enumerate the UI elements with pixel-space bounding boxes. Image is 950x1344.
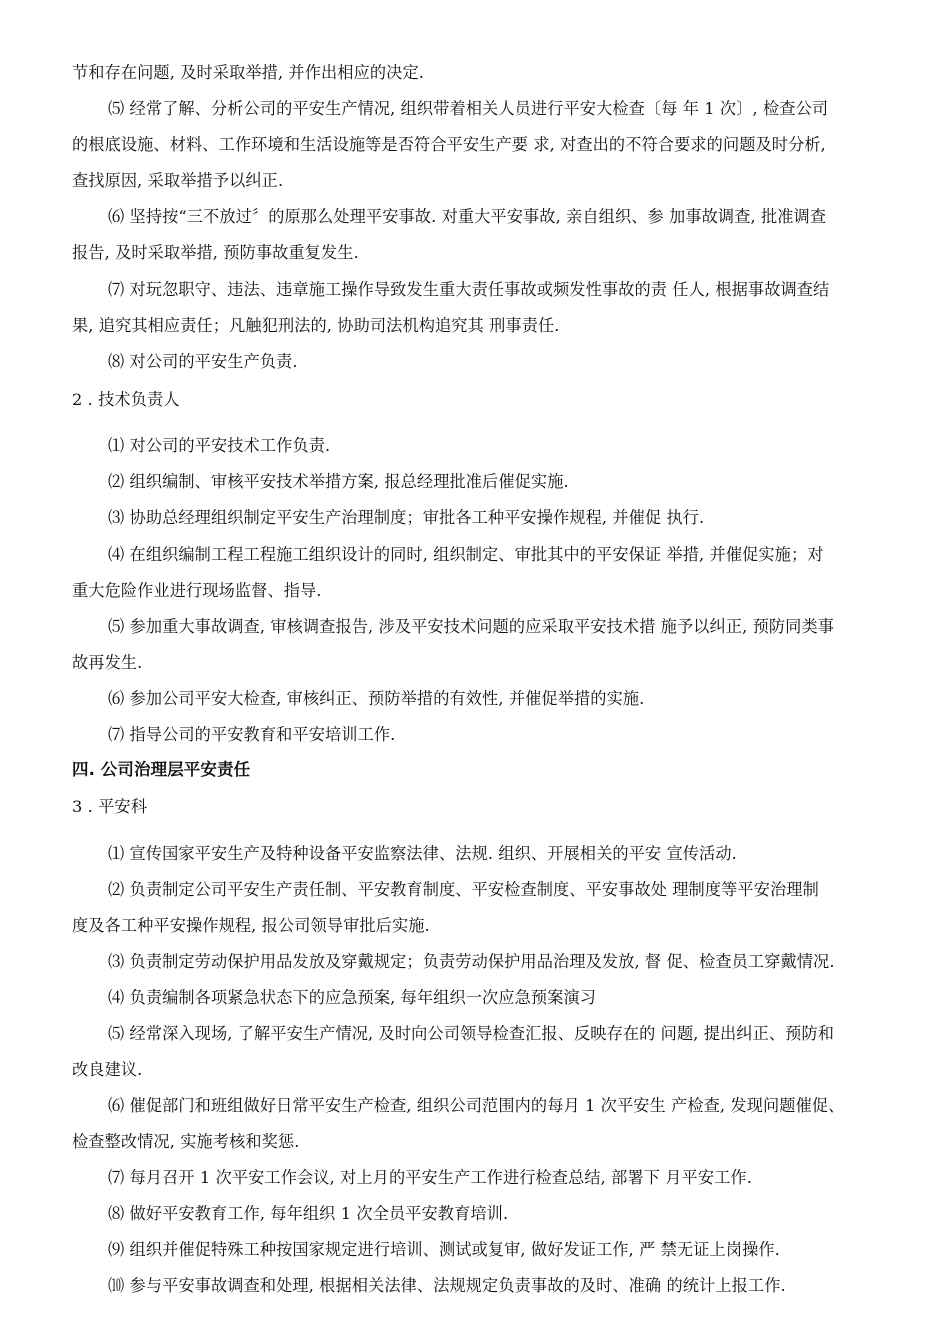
list-item-4: ⑷ 负责编制各项紧急状态下的应急预案, 每年组织一次应急预案演习 [108, 988, 597, 1007]
list-item-2: ⑵ 负责制定公司平安生产责任制、平安教育制度、平安检查制度、平安事故处 理制度等平安治理制 [108, 880, 819, 899]
list-item-1: ⑴ 宣传国家平安生产及特种设备平安监察法律、法规. 组织、开展相关的平安 宣传活动. [108, 844, 737, 863]
list-item-8: ⑻ 对公司的平安生产负责. [108, 352, 298, 371]
list-item-5: ⑸ 经常了解、分析公司的平安生产情况, 组织带着相关人员进行平安大检查〔每 年 1 次〕, 检查公司 [108, 99, 829, 118]
text-line: 改良建议. [72, 1060, 143, 1079]
text-line: 的根底设施、材料、工作环境和生活设施等是否符合平安生产要 求, 对查出的不符合要求的问题及时分析, [72, 135, 826, 154]
text-line: 重大危险作业进行现场监督、指导. [72, 581, 322, 600]
list-item-7: ⑺ 每月召开 1 次平安工作会议, 对上月的平安生产工作进行检查总结, 部署下 月平安工作. [108, 1168, 752, 1187]
text-line: 查找原因, 采取举措予以纠正. [72, 171, 284, 190]
list-item-7: ⑺ 指导公司的平安教育和平安培训工作. [108, 725, 396, 744]
list-item-5: ⑸ 经常深入现场, 了解平安生产情况, 及时向公司领导检查汇报、反映存在的 问题, 提出纠正、预防和 [108, 1024, 835, 1043]
list-item-6: ⑹ 参加公司平安大检查, 审核纠正、预防举措的有效性, 并催促举措的实施. [108, 689, 645, 708]
list-item-6: ⑹ 坚持按“三不放过〞的原那么处理平安事故. 对重大平安事故, 亲自组织、参 加事故调查, 批准调查 [108, 207, 827, 226]
text-line: 节和存在问题, 及时采取举措, 并作出相应的决定. [72, 63, 424, 82]
section-heading-tech-lead: 2 . 技术负责人 [72, 390, 180, 409]
list-item-3: ⑶ 负责制定劳动保护用品发放及穿戴规定；负责劳动保护用品治理及发放, 督 促、检查员工穿戴情况. [108, 952, 835, 971]
list-item-2: ⑵ 组织编制、审核平安技术举措方案, 报总经理批准后催促实施. [108, 472, 569, 491]
list-item-7: ⑺ 对玩忽职守、违法、违章施工操作导致发生重大责任事故或频发性事故的责 任人, 根据事故调查结 [108, 280, 830, 299]
text-line: 果, 追究其相应责任；凡触犯刑法的, 协助司法机构追究其 刑事责任. [72, 316, 560, 335]
text-line: 故再发生. [72, 653, 143, 672]
list-item-4: ⑷ 在组织编制工程工程施工组织设计的同时, 组织制定、审批其中的平安保证 举措, 并催促实施；对 [108, 545, 824, 564]
text-line: 报告, 及时采取举措, 预防事故重复发生. [72, 243, 359, 262]
list-item-9: ⑼ 组织并催促特殊工种按国家规定进行培训、测试或复审, 做好发证工作, 严 禁无证上岗操作. [108, 1240, 780, 1259]
list-item-6: ⑹ 催促部门和班组做好日常平安生产检查, 组织公司范围内的每月 1 次平安生 产检查, 发现问题催促、 [108, 1096, 845, 1115]
text-line: 度及各工种平安操作规程, 报公司领导审批后实施. [72, 916, 430, 935]
list-item-3: ⑶ 协助总经理组织制定平安生产治理制度；审批各工种平安操作规程, 并催促 执行. [108, 508, 705, 527]
section-heading-management: 四. 公司治理层平安责任 [72, 760, 251, 779]
list-item-8: ⑻ 做好平安教育工作, 每年组织 1 次全员平安教育培训. [108, 1204, 509, 1223]
list-item-10: ⑽ 参与平安事故调查和处理, 根据相关法律、法规规定负责事故的及时、准确 的统计上报工作. [108, 1276, 786, 1295]
section-heading-safety-dept: 3 . 平安科 [72, 797, 147, 816]
list-item-5: ⑸ 参加重大事故调查, 审核调查报告, 涉及平安技术问题的应采取平安技术措 施予以纠正, 预防同类事 [108, 617, 835, 636]
list-item-1: ⑴ 对公司的平安技术工作负责. [108, 436, 331, 455]
text-line: 检查整改情况, 实施考核和奖惩. [72, 1132, 300, 1151]
